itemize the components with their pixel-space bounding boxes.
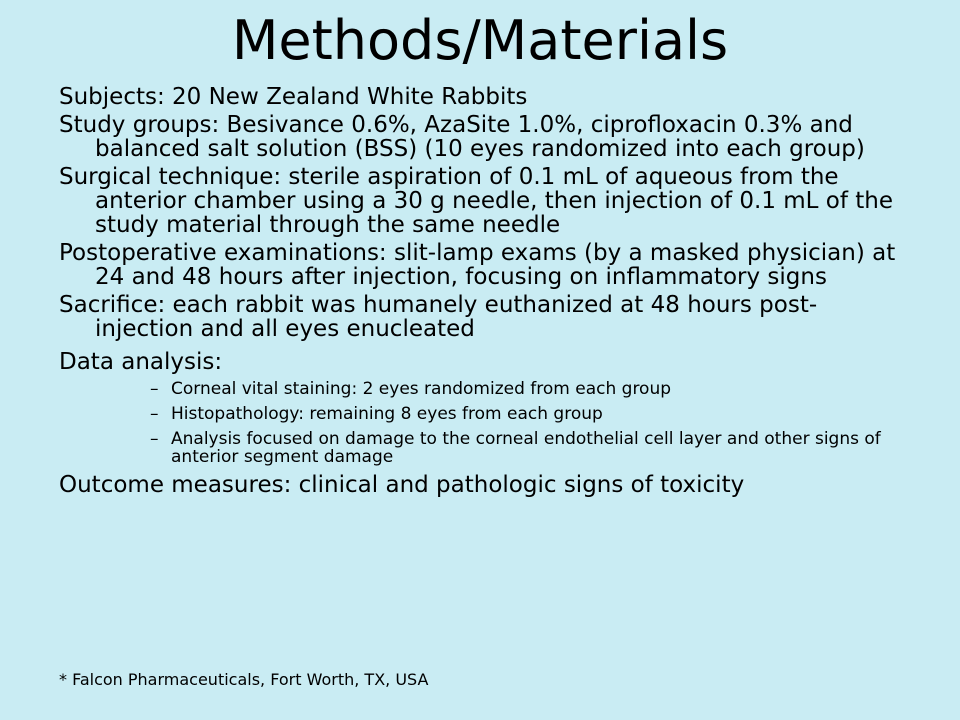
bullet-list	[59, 82, 899, 501]
dash-marker: –	[150, 429, 159, 449]
dash-marker: –	[150, 379, 159, 399]
bullet-surgical-technique: Surgical technique: sterile aspiration of 0.1 mL of aqueous from the anterior chamber using a 30 g needle, then injection of 0.1 mL of the study material through the same needle	[59, 164, 894, 238]
dash-marker: –	[150, 404, 159, 424]
bullet-data-analysis	[59, 350, 899, 466]
sub-item-text: Corneal vital staining: 2 eyes randomized from each group	[171, 379, 672, 399]
bullet-postoperative-examinations: Postoperative examinations: slit-lamp exams (by a masked physician) at 24 and 48 hours after injection, focusing on inflammatory signs	[59, 240, 896, 290]
slide-title: Methods/Materials	[231, 9, 729, 72]
bullet-outcome-measures: Outcome measures: clinical and pathologic signs of toxicity	[59, 472, 745, 498]
bullet-sacrifice: Sacrifice: each rabbit was humanely euthanized at 48 hours post-injection and all eyes enucleated	[59, 292, 818, 342]
sub-item-corneal-staining	[95, 380, 899, 398]
footnote: * Falcon Pharmaceuticals, Fort Worth, TX, USA	[59, 670, 429, 689]
sub-item-analysis-focus	[95, 430, 899, 466]
sub-item-histopathology	[95, 405, 899, 423]
sub-item-text: Histopathology: remaining 8 eyes from each group	[171, 404, 603, 424]
data-analysis-sub-list	[95, 380, 899, 466]
sub-item-text: Analysis focused on damage to the corneal endothelial cell layer and other signs of anterior segment damage	[171, 429, 881, 467]
data-analysis-label: Data analysis:	[59, 349, 223, 375]
bullet-subjects: Subjects: 20 New Zealand White Rabbits	[59, 84, 528, 110]
bullet-study-groups: Study groups: Besivance 0.6%, AzaSite 1.0%, ciprofloxacin 0.3% and balanced salt solution (BSS) (10 eyes randomized into each group)	[59, 112, 865, 162]
